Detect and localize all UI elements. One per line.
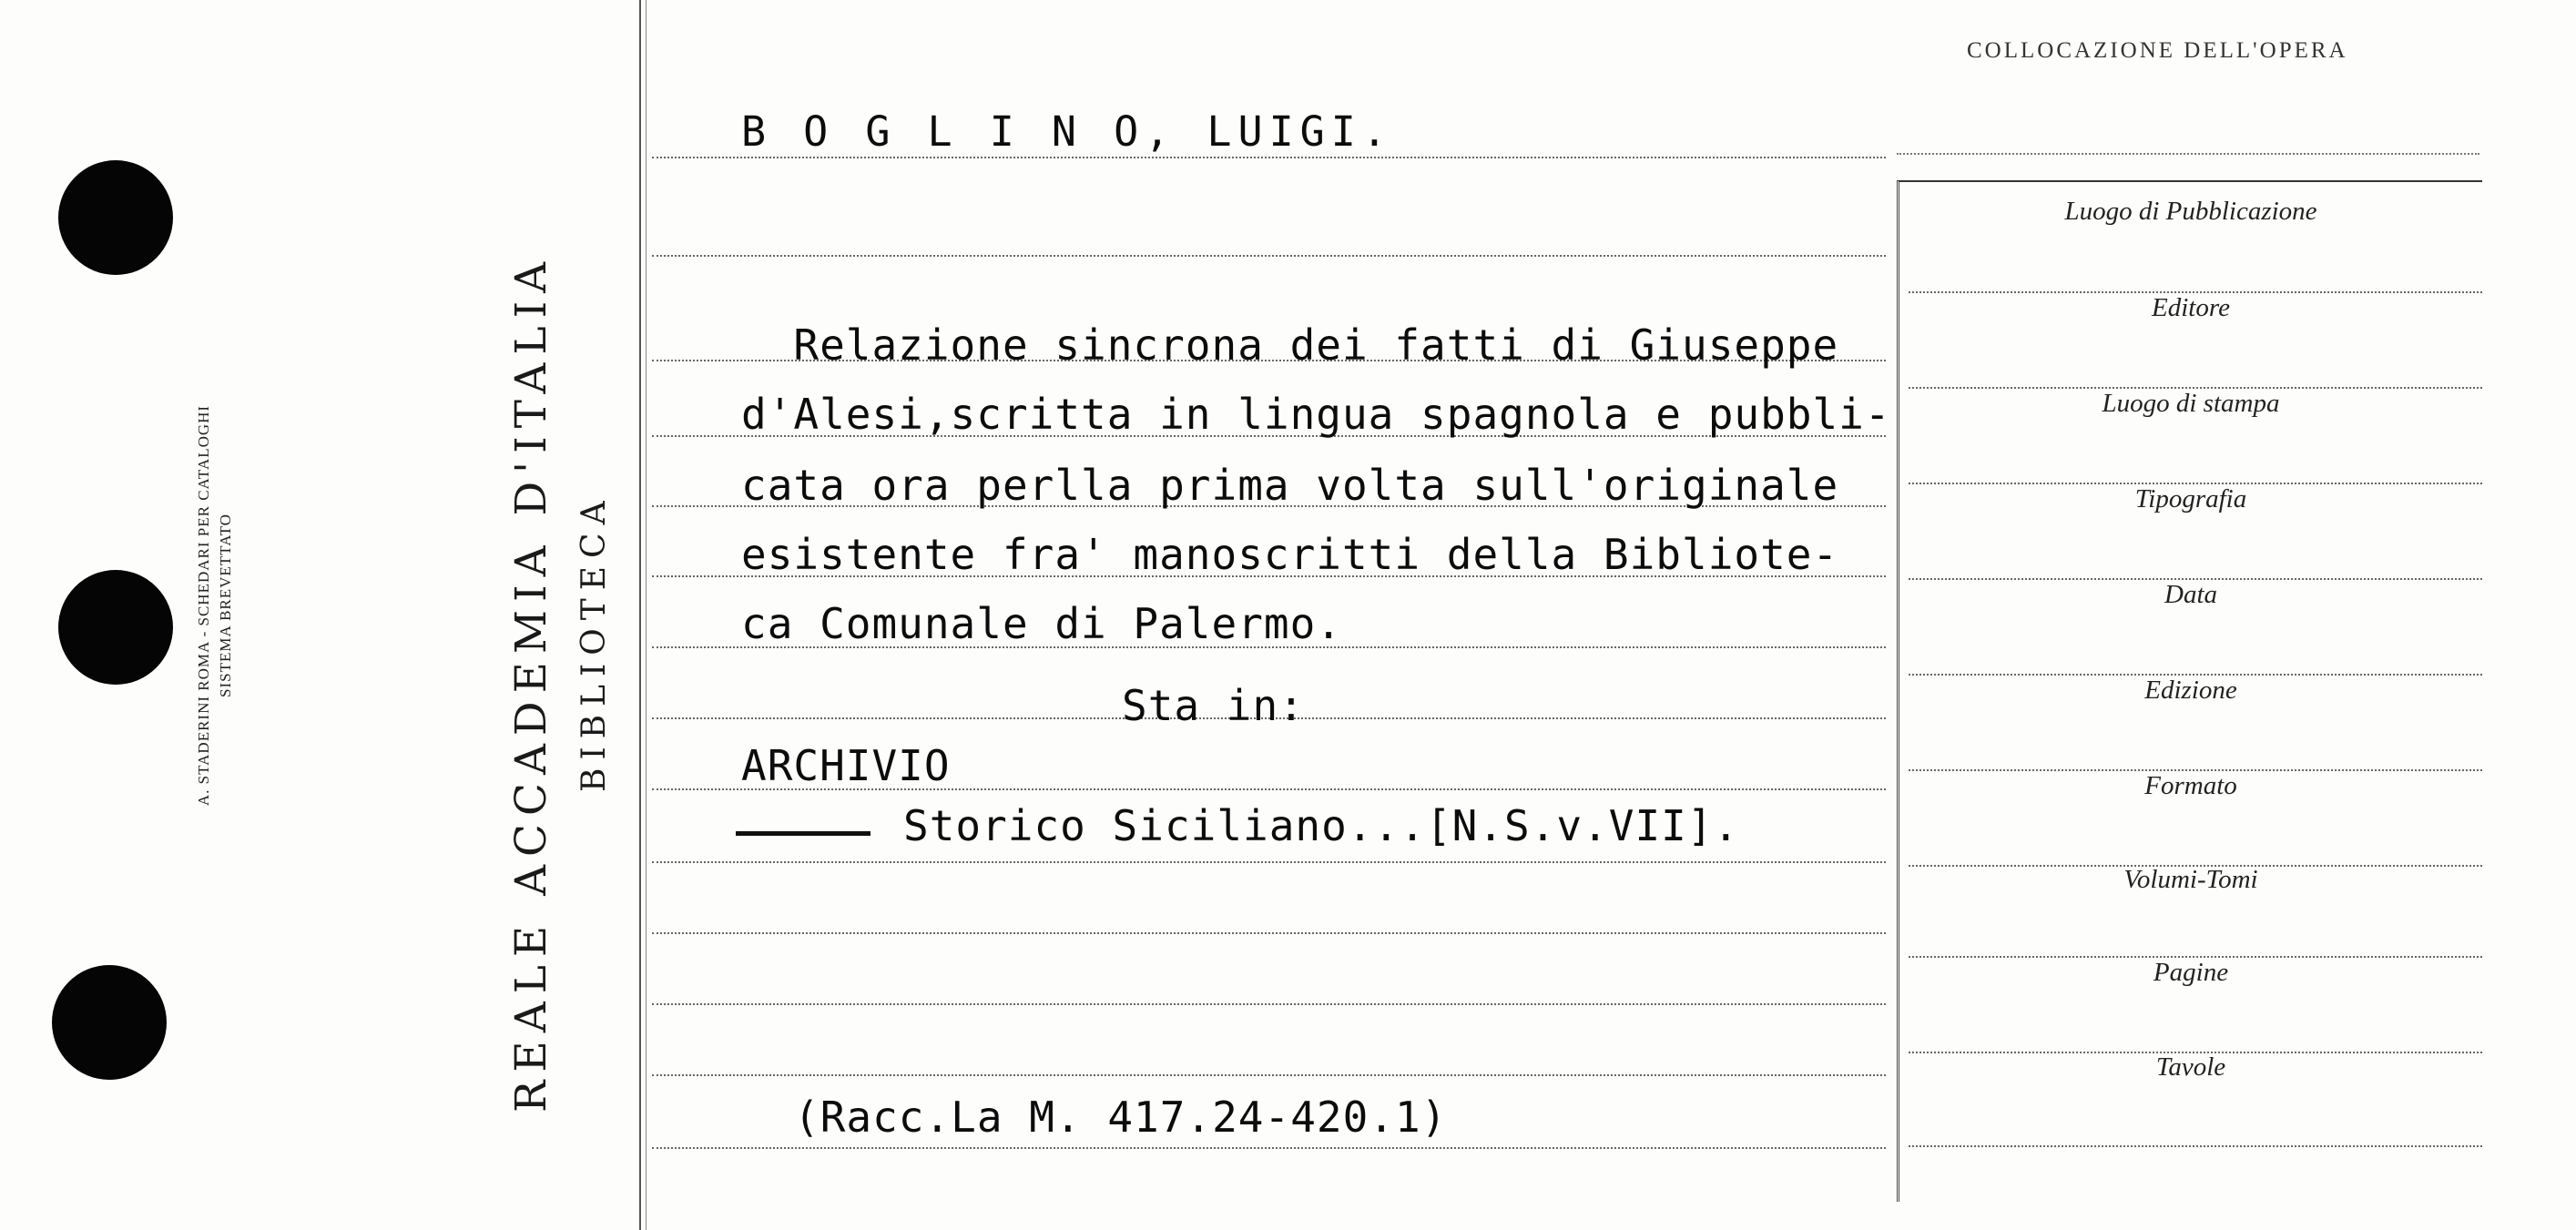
field-publisher: Editore [2152,293,2230,322]
field-date: Data [2164,580,2217,609]
sta-in-label: Sta in: [1122,681,1305,730]
printer-credit-line-1: A. STADERINI ROMA - SCHEDARI PER CATALOGHI [195,404,212,807]
printer-credit [193,332,557,897]
ruled-line [652,1003,1886,1005]
shelfmark: (Racc.La M. 417.24-420.1) [794,1093,1448,1142]
ruled-line [652,1074,1886,1076]
field-printer: Tipografia [2134,484,2247,513]
ruled-line [652,157,1886,158]
field-line [1909,1145,2482,1147]
ruled-line [652,932,1886,934]
punch-hole-bottom [52,965,167,1080]
archive-continuation: Storico Siciliano...[N.S.v.VII]. [903,801,1740,850]
title-line-5: ca Comunale di Palermo. [741,599,1342,648]
title-line-2: d'Alesi,scritta in lingua spagnola e pubbli- [741,390,1891,439]
field-plates: Tavole [2155,1052,2226,1082]
field-pages: Pagine [2153,958,2229,987]
ruled-line [652,255,1886,257]
collocation-header: COLLOCAZIONE DELL'OPERA [1967,38,2348,63]
field-place-of-publication: Luogo di Pubblicazione [2064,197,2317,226]
publication-fields-table [1897,180,2482,1202]
collocation-line [1897,153,2479,155]
field-edition: Edizione [2144,676,2237,705]
ruled-line [652,861,1886,863]
printer-credit-line-2: SISTEMA BREVETTATO [217,513,234,697]
field-volumes: Volumi-Tomi [2123,865,2258,894]
margin-rule-left [639,0,641,1230]
field-place-of-printing: Luogo di stampa [2102,389,2280,418]
institution-name: REALE ACCADEMIA D'ITALIA [506,253,556,1113]
punch-hole-middle [58,570,173,685]
title-line-4: esistente fra' manoscritti della Bibliote- [741,530,1839,579]
author-heading: B O G L I N O, LUIGI. [741,107,1393,156]
punch-hole-top [58,160,173,275]
title-line-1: Relazione sincrona dei fatti di Giuseppe [741,320,1839,370]
margin-rule-right [646,0,647,1230]
field-format: Formato [2144,771,2237,800]
library-name: BIBLIOTECA [575,493,613,792]
title-line-3: cata ora perlla prima volta sull'originale [741,461,1839,510]
repeat-dash [736,831,871,836]
archive-line: ARCHIVIO [741,741,951,790]
ruled-line [652,1147,1886,1149]
